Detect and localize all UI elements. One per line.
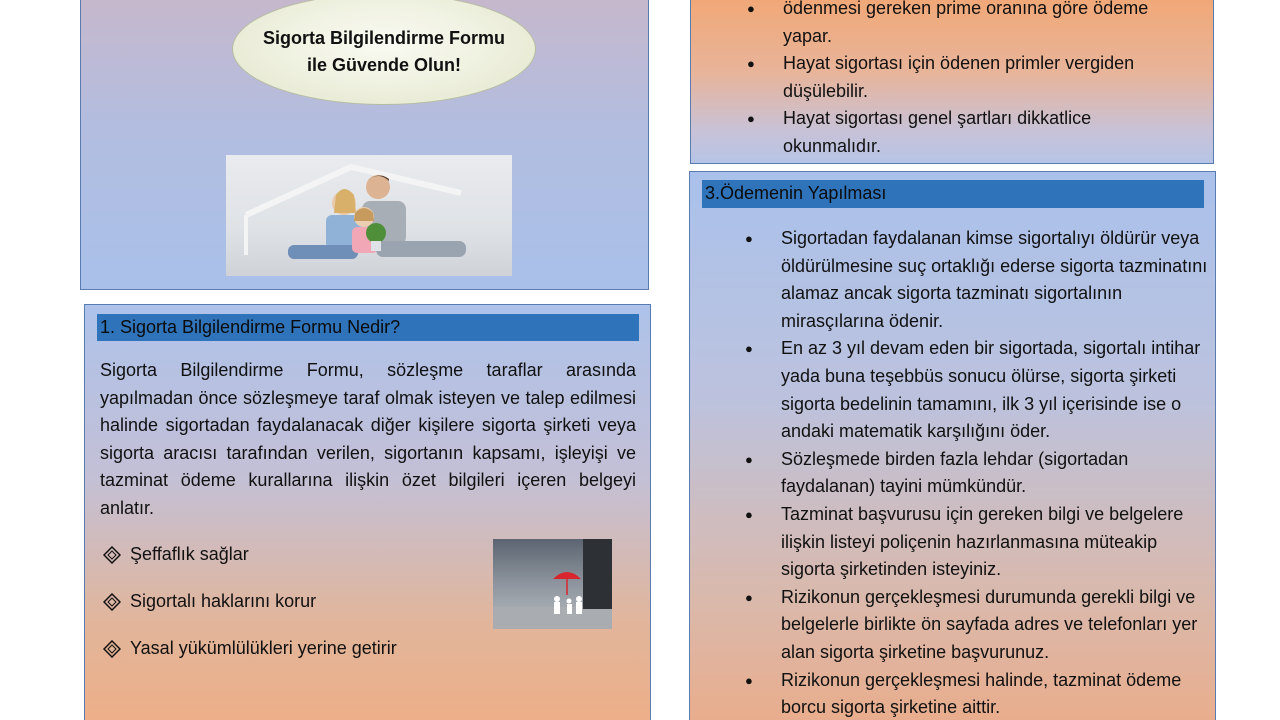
list-item: ● En az 3 yıl devam eden bir sigortada, sigortalı intihar yada buna teşebbüs sonucu ölürse, sigorta şirketi sigorta bedelinin tamamını, ilk 3 yıl içerisinde ise o andaki matematik karşılığını öder. xyxy=(745,335,1211,445)
list-item: ● Rizikonun gerçekleşmesi durumunda gerekli bilgi ve belgelerle birlikte ön sayfada adres ve telefonları yer alan sigorta şirketine başvurunuz. xyxy=(745,584,1211,667)
feature-label: Sigortalı haklarını korur xyxy=(130,591,317,611)
family-protection-photo xyxy=(493,539,612,629)
benefits-list xyxy=(747,0,1187,161)
diamond-bullet-icon xyxy=(103,639,121,657)
benefits-panel xyxy=(690,0,1214,164)
list-item: ● Sözleşmede birden fazla lehdar (sigortadan faydalanan) tayini mümkündür. xyxy=(745,446,1211,501)
list-item: ● Sigortadan faydalanan kimse sigortalıyı öldürür veya öldürülmesine suç ortaklığı ederse sigorta tazminatını alamaz ancak sigorta tazminatı sigortalının mirasçılarına ödenir. xyxy=(745,225,1211,335)
cover-title: Sigorta Bilgilendirme Formu ile Güvende Olun! xyxy=(262,28,506,75)
section1-heading: 1. Sigorta Bilgilendirme Formu Nedir? xyxy=(97,314,639,341)
feature-item xyxy=(103,635,397,661)
payment-list xyxy=(745,225,1211,720)
cover-panel xyxy=(80,0,649,290)
list-item: ● ödenmesi gereken prime oranına göre ödeme yapar. xyxy=(747,0,1187,50)
list-item: ● Rizikonun gerçekleşmesi halinde, tazminat ödeme borcu sigorta şirketine aittir. xyxy=(745,667,1211,720)
title-callout xyxy=(232,0,536,105)
section1-panel xyxy=(84,304,651,720)
feature-label: Şeffaflık sağlar xyxy=(130,544,249,564)
feature-label: Yasal yükümlülükleri yerine getirir xyxy=(130,638,397,658)
list-item: ● Hayat sigortası için ödenen primler vergiden düşülebilir. xyxy=(747,50,1187,105)
section3-panel xyxy=(689,171,1216,720)
diamond-bullet-icon xyxy=(103,592,121,610)
list-item: ● Tazminat başvurusu için gereken bilgi ve belgelere ilişkin listeyi poliçenin hazırlanmasına müteakip sigorta şirketinden isteyiniz. xyxy=(745,501,1211,584)
diamond-bullet-icon xyxy=(103,545,121,563)
feature-item xyxy=(103,588,316,614)
list-item: ● Hayat sigortası genel şartları dikkatlice okunmalıdır. xyxy=(747,105,1187,160)
section1-body-text: Sigorta Bilgilendirme Formu, sözleşme taraflar arasında yapılmadan önce sözleşmeye taraf olmak isteyen ve talep edilmesi halinde sigortadan faydalanacak diğer kişilere sigorta şirketi veya sigorta aracısı tarafından verilen, sigortanın kapsamı, işleyişi ve tazminat ödeme kurallarına ilişkin özet bilgileri içeren belgeyi anlatır. xyxy=(100,360,636,518)
section3-heading: 3.Ödemenin Yapılması xyxy=(702,180,1204,208)
family-photo xyxy=(226,155,512,276)
feature-item xyxy=(103,541,249,567)
